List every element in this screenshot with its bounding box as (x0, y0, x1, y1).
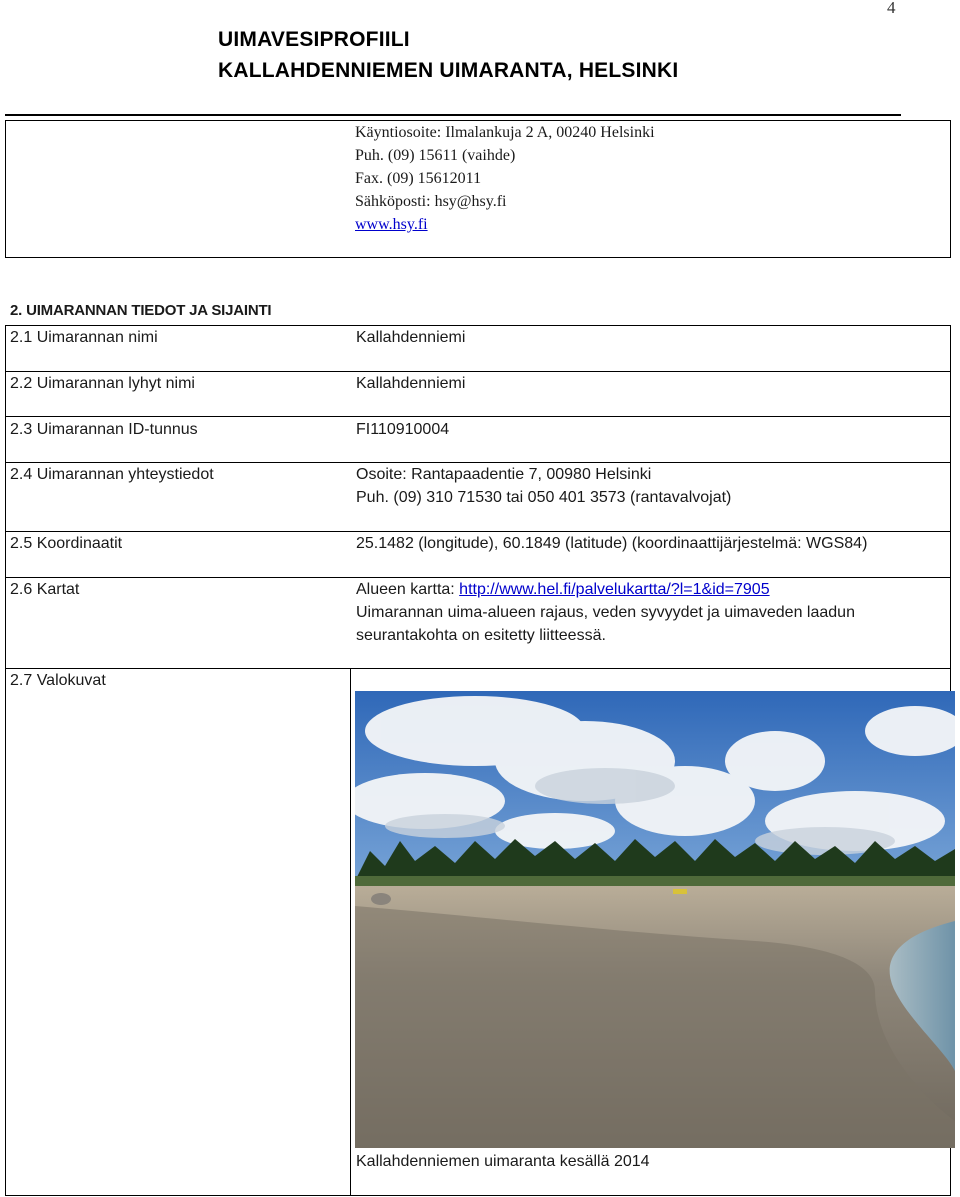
row-label-short-name: 2.2 Uimarannan lyhyt nimi (10, 375, 195, 392)
contact-fax: Fax. (09) 15612011 (355, 170, 482, 187)
table-border-bottom (5, 1195, 951, 1196)
title-line-2: KALLAHDENNIEMEN UIMARANTA, HELSINKI (218, 59, 679, 82)
map-description-line-2: seurantakohta on esitetty liitteessä. (356, 627, 606, 644)
beach-photo (355, 691, 955, 1148)
map-description-line-1: Uimarannan uima-alueen rajaus, veden syvyydet ja uimaveden laadun (356, 604, 855, 621)
row-label-contact: 2.4 Uimarannan yhteystiedot (10, 466, 214, 483)
row-label-name: 2.1 Uimarannan nimi (10, 329, 158, 346)
contact-address-line: Osoite: Rantapaadentie 7, 00980 Helsinki (356, 466, 652, 483)
table-row-divider (5, 416, 951, 417)
row-value-maps (356, 578, 855, 647)
title-line-1: UIMAVESIPROFIILI (218, 28, 410, 51)
row-label-maps: 2.6 Kartat (10, 581, 80, 598)
contact-address: Käyntiosoite: Ilmalankuja 2 A, 00240 Helsinki (355, 124, 655, 141)
section-heading: 2. UIMARANNAN TIEDOT JA SIJAINTI (10, 302, 272, 319)
contact-info (355, 121, 655, 236)
row-label-id: 2.3 Uimarannan ID-tunnus (10, 421, 198, 438)
row-value-contact (356, 463, 731, 509)
page-number: 4 (887, 0, 896, 17)
beach-photo-image (355, 691, 955, 1148)
row-value-id: FI110910004 (356, 421, 450, 438)
contact-phone: Puh. (09) 15611 (vaihde) (355, 147, 516, 164)
contact-phone-line: Puh. (09) 310 71530 tai 050 401 3573 (rantavalvojat) (356, 489, 732, 506)
map-link-prefix: Alueen kartta: (356, 581, 460, 598)
row-label-photos: 2.7 Valokuvat (10, 672, 106, 689)
map-link[interactable]: http://www.hel.fi/palvelukartta/?l=1&id=7905 (459, 581, 770, 598)
contact-website-link[interactable]: www.hsy.fi (355, 216, 428, 233)
contact-email: Sähköposti: hsy@hsy.fi (355, 193, 507, 210)
row-value-name: Kallahdenniemi (356, 329, 466, 346)
photo-caption: Kallahdenniemen uimaranta kesällä 2014 (356, 1153, 650, 1170)
table-row-divider (5, 668, 951, 669)
row-value-coordinates: 25.1482 (longitude), 60.1849 (latitude) (koordinaattijärjestelmä: WGS84) (356, 535, 868, 552)
document-title (218, 24, 678, 86)
row-label-coordinates: 2.5 Koordinaatit (10, 535, 123, 552)
table-border-left (5, 325, 6, 1196)
row-value-short-name: Kallahdenniemi (356, 375, 466, 392)
header-rule (5, 114, 901, 116)
table-column-divider (350, 668, 351, 1196)
